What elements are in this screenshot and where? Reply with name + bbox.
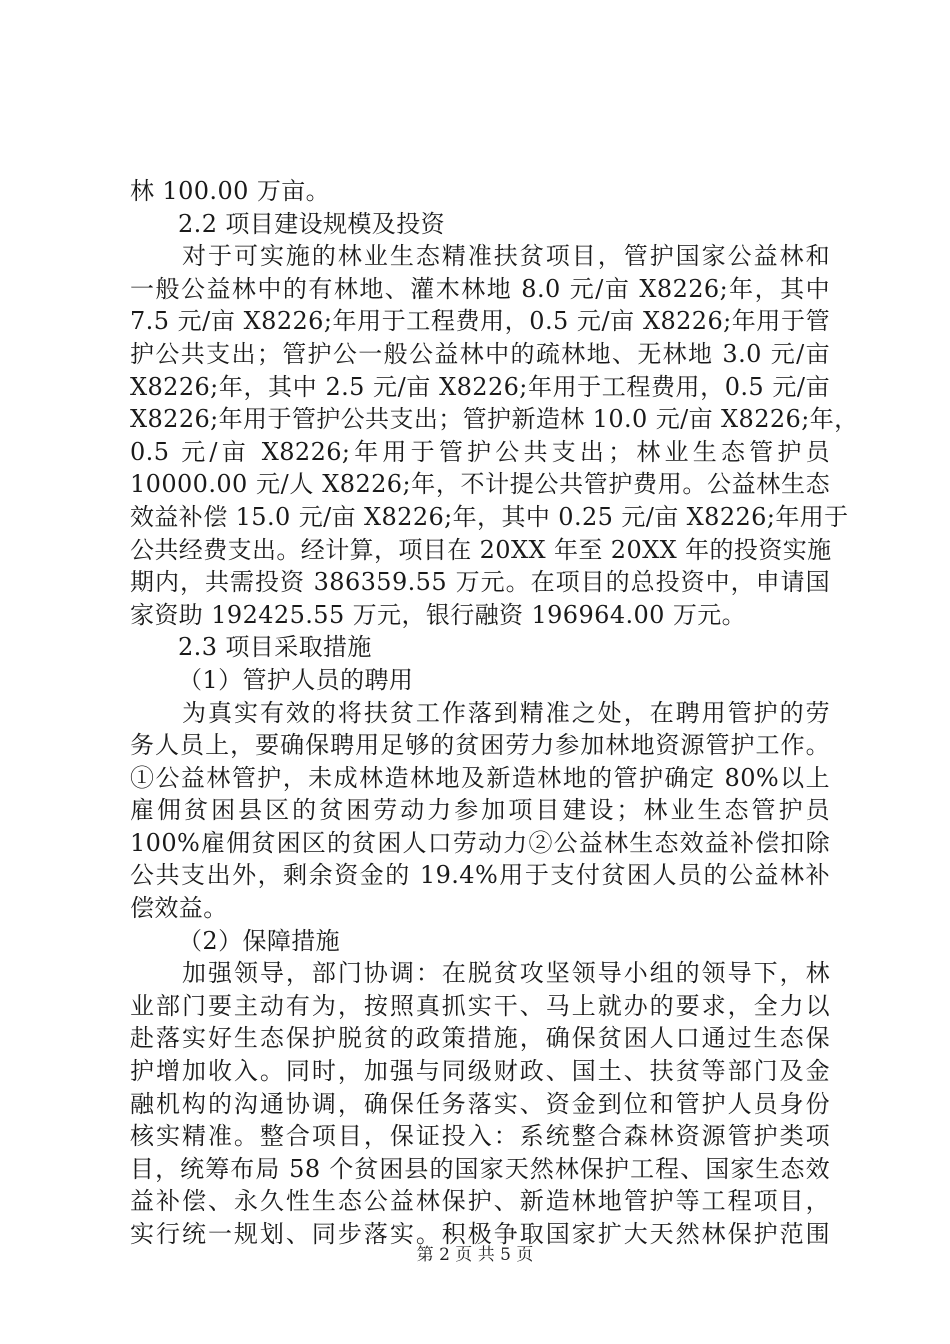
- text-line: 0.5 元/亩 X8226;年用于管护公共支出；林业生态管护员: [130, 437, 830, 466]
- text-line: 融机构的沟通协调，确保任务落实、资金到位和管护人员身份: [130, 1089, 830, 1118]
- text-line: 偿效益。: [130, 894, 228, 923]
- text-line: 对于可实施的林业生态精准扶贫项目，管护国家公益林和: [182, 242, 830, 271]
- text-line: 业部门要主动有为，按照真抓实干、马上就办的要求，全力以: [130, 991, 830, 1020]
- text-line: ①公益林管护，未成林造林地及新造林地的管护确定 80%以上: [130, 763, 830, 792]
- text-line: 加强领导，部门协调：在脱贫攻坚领导小组的领导下，林: [182, 959, 830, 988]
- text-line: 10000.00 元/人 X8226;年，不计提公共管护费用。公益林生态: [130, 470, 830, 499]
- text-line: 2.3 项目采取措施: [178, 633, 372, 662]
- text-line: 效益补偿 15.0 元/亩 X8226;年，其中 0.25 元/亩 X8226;年用于: [130, 502, 849, 531]
- text-line: 核实精准。整合项目，保证投入：系统整合森林资源管护类项: [130, 1122, 830, 1151]
- text-line: 林 100.00 万亩。: [130, 177, 331, 205]
- text-line: 护增加收入。同时，加强与同级财政、国土、扶贫等部门及金: [130, 1057, 830, 1086]
- text-line: 雇佣贫困县区的贫困劳动力参加项目建设；林业生态管护员: [130, 796, 830, 825]
- text-line: 公共经费支出。经计算，项目在 20XX 年至 20XX 年的投资实施: [130, 535, 832, 564]
- text-line: X8226;年，其中 2.5 元/亩 X8226;年用于工程费用，0.5 元/亩: [130, 372, 830, 401]
- text-line: X8226;年用于管护公共支出；管护新造林 10.0 元/亩 X8226;年，: [130, 405, 859, 434]
- text-line: 实行统一规划、同步落实。积极争取国家扩大天然林保护范围: [130, 1220, 830, 1248]
- text-line: 一般公益林中的有林地、灌木林地 8.0 元/亩 X8226;年，其中: [130, 274, 830, 303]
- text-line: 护公共支出；管护公一般公益林中的疏林地、无林地 3.0 元/亩: [130, 339, 830, 368]
- text-line: 公共支出外，剩余资金的 19.4%用于支付贫困人员的公益林补: [130, 861, 830, 890]
- text-line: 益补偿、永久性生态公益林保护、新造林地管护等工程项目，: [130, 1187, 830, 1216]
- page-footer: 第 2 页 共 5 页: [416, 1245, 534, 1265]
- text-line: 为真实有效的将扶贫工作落到精准之处，在聘用管护的劳: [182, 698, 830, 727]
- text-line: 期内，共需投资 386359.55 万元。在项目的总投资中，申请国: [130, 568, 830, 597]
- text-line: （1）管护人员的聘用: [178, 665, 414, 694]
- document-body: [130, 175, 859, 1251]
- text-line: 100%雇佣贫困区的贫困人口劳动力②公益林生态效益补偿扣除: [130, 828, 830, 857]
- text-line: 目，统筹布局 58 个贫困县的国家天然林保护工程、国家生态效: [130, 1154, 830, 1183]
- text-line: 2.2 项目建设规模及投资: [178, 209, 445, 238]
- text-line: （2）保障措施: [178, 926, 341, 955]
- text-line: 7.5 元/亩 X8226;年用于工程费用，0.5 元/亩 X8226;年用于管: [130, 307, 830, 336]
- text-line: 赴落实好生态保护脱贫的政策措施，确保贫困人口通过生态保: [130, 1024, 830, 1053]
- text-line: 务人员上，要确保聘用足够的贫困劳力参加林地资源管护工作。: [130, 731, 830, 760]
- text-line: 家资助 192425.55 万元，银行融资 196964.00 万元。: [130, 600, 747, 629]
